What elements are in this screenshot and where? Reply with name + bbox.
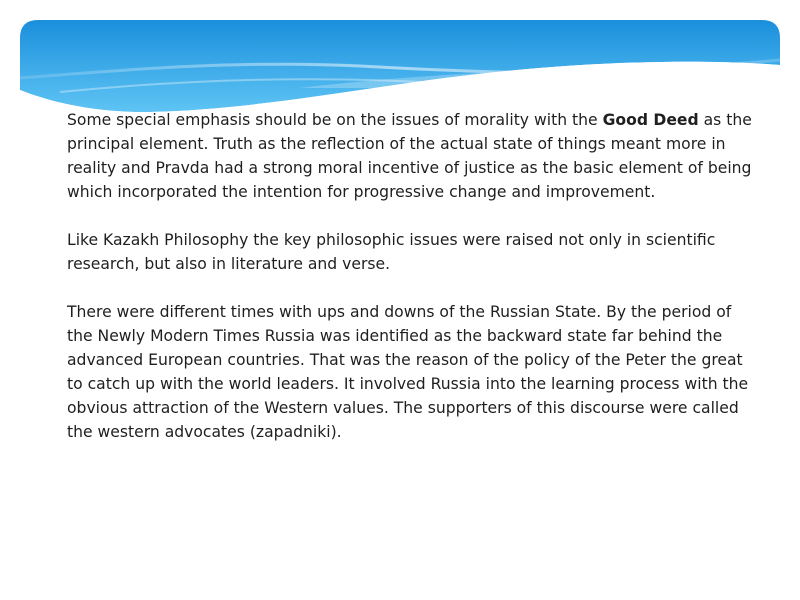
paragraph-good-deed <box>67 108 757 204</box>
slide-body <box>67 108 757 468</box>
paragraph-1-start: Some special emphasis should be on the issues of morality with the <box>67 111 603 129</box>
paragraph-1-end: as the principal element. Truth as the reflection of the actual state of things meant more in reality and Pravda had a strong moral incentive of justice as the basic element of being which incorporated the intention for progressive change and improvement. <box>67 111 752 201</box>
paragraph-russian-state: There were different times with ups and downs of the Russian State. By the period of the Newly Modern Times Russia was identified as the backward state far behind the advanced European countries. That was the reason of the policy of the Peter the great to catch up with the world leaders. It involved Russia into the learning process with the obvious attraction of the Western values. The supporters of this discourse were called the western advocates (zapadniki). <box>67 303 749 441</box>
paragraph-kazakh-philosophy: Like Kazakh Philosophy the key philosophic issues were raised not only in scientific research, but also in literature and verse. <box>67 231 716 273</box>
good-deed-emphasis: Good Deed <box>602 111 699 129</box>
